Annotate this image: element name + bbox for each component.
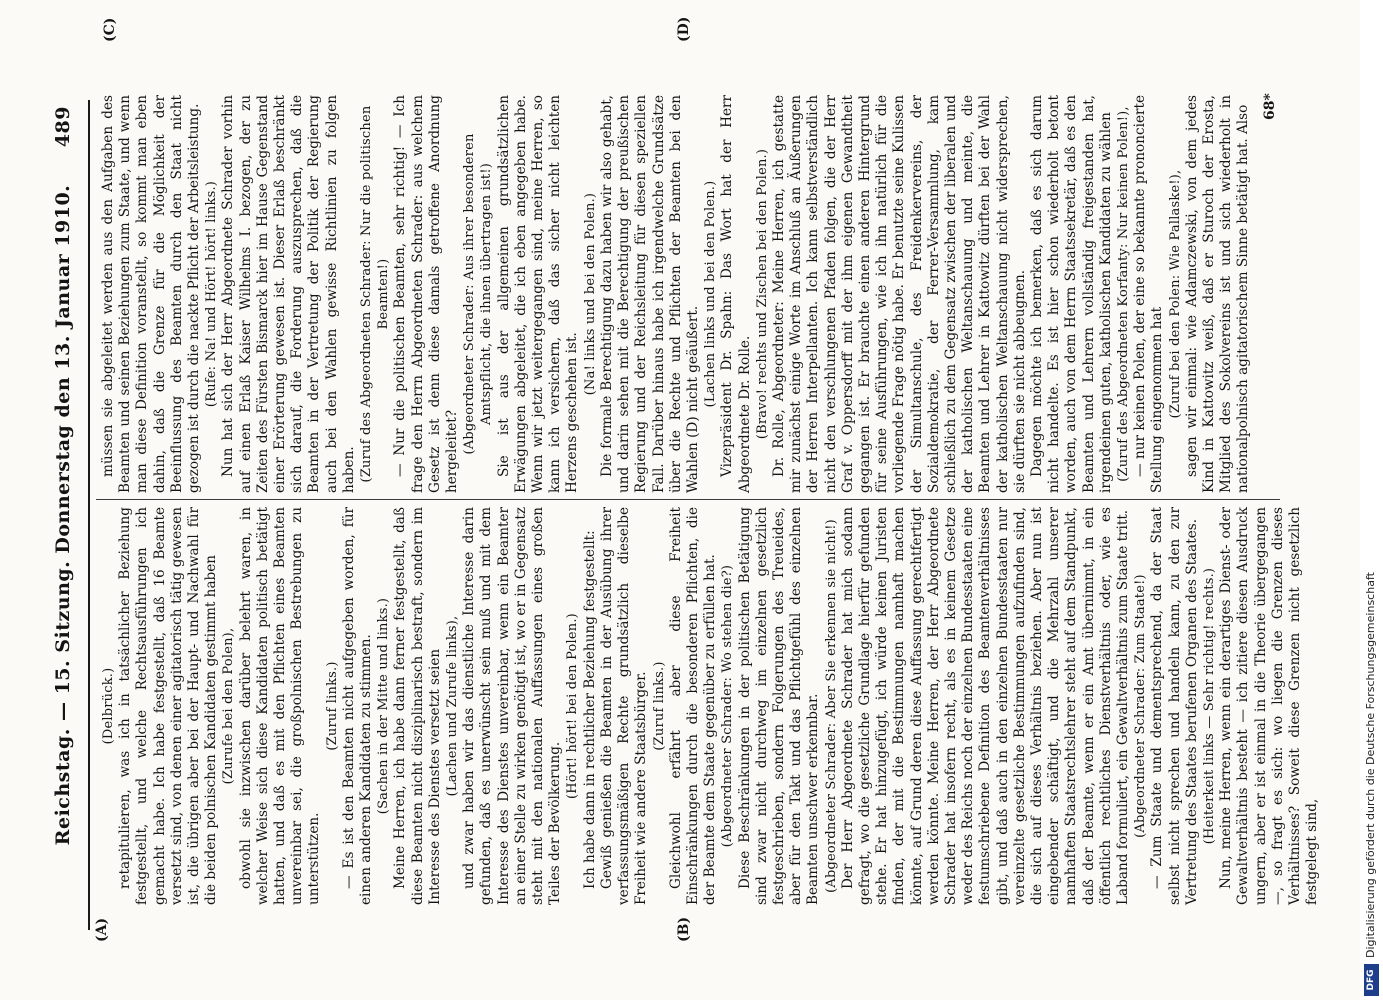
paragraph: Der Herr Abgeordnete Schrader hat mich sodann gefragt, wo die gesetzliche Grundlage hierfür gefunden stehe. Er hat hinzugefügt, ich würde keinen Juristen finden, der mit die Bestimmungen namhaft machen könnte, auf Grund deren diese Auffassung gerechtfertigt werden könnte. Meine Herren, der Herr Abgeordnete Schrader hat insofern recht, als es in keinem Gesetze weder des Reichs noch der einzelnen Bundesstaaten eine festumschriebene Definition des Beamtenverhältnisses gibt, und daß auch in den einzelnen Bundesstaaten nur vereinzelte gesetzliche Bestimmungen aufzufinden sind, die sich auf dieses Verhältnis beziehen. Aber nun ist eingebender schäftigt, und die Mehrzahl unserer namhaften Staatsrechtslehrer steht auf dem Standpunkt, daß der Beamte, wenn er ein Amt übernimmt, in ein öffentlich rechtliches Dienstverhältnis oder, wie es Laband formuliert, ein Gewaltverhältnis zum Staate tritt. — [839, 507, 1131, 905]
margin-marker-c: (C) — [102, 17, 118, 42]
left-column — [100, 507, 1321, 905]
paragraph: — nur keinen Polen, der eine so bekannte prononcierte Stellung eingenommen hat — [1132, 95, 1166, 493]
paragraph: Dagegen möchte ich bemerken, daß es sich darum nicht handelte. Es ist hier schon wiederholt betont worden, auch von dem Herrn Staatssekretär, daß es den Beamten und Lehrern vollständig freigestanden hat, irgendeinen guten, katholischen Kandidaten zu wählen — [1028, 95, 1114, 493]
paragraph: — Nur die politischen Beamten, sehr richtig! — Ich frage den Herrn Abgeordneten Schrader: aus welchem Gesetz ist denn diese damals getroffene Anordnung hergeleitet? — [392, 95, 461, 493]
paragraph: Sie ist aus der allgemeinen grundsätzlichen Erwägungen abgeleitet, die ich eben angegeben habe. Wenn wir jetzt weitergegangen sind, meine Herren, so kann ich versichern, daß das sicher nicht leichten Herzens geschehen ist. — [495, 95, 581, 493]
page-number: 489 — [52, 106, 74, 148]
paragraph: (Abgeordneter Schrader: Aus ihrer besonderen Amtspflicht, die ihnen übertragen ist!) — [462, 133, 495, 455]
paragraph: (Lachen links und bei den Polen.) — [703, 180, 719, 408]
margin-marker-d: (D) — [676, 16, 692, 42]
sheet-signature: 68* — [1262, 93, 1278, 120]
digitization-footer — [1360, 0, 1383, 1000]
paragraph: Gleichwohl erfährt aber diese Freiheit Einschränkungen durch die besonderen Pflichten, die der Beamte dem Staate gegenüber zu erfüllen hat. — [667, 507, 719, 905]
paragraph: (Bravo! rechts und Zischen bei den Polen.) — [754, 148, 770, 440]
paragraph: (Hört! hört! bei den Polen.) — [565, 613, 581, 799]
paragraph: (Rufe: Na! und Hört! hört! links.) — [204, 180, 220, 408]
paragraph: retapitulieren, was ich in tatsächlicher Beziehung festgestellt, und welche Rechtsausführungen ich gemacht habe. Ich habe festgestellt, daß 16 Beamte versetzt sind, von denen einer agitatorisch tätig gewesen ist, die übrigen aber bei der Haupt- und Nachwahl für die beiden polnischen Kandidaten gestimmt haben — [117, 507, 220, 905]
page-header — [38, 100, 90, 930]
paragraph: Die formale Berechtigung dazu haben wir also gehabt, und darin sehen mit die Berechtigung der preußischen Regierung und der Reichsleitung für diesen speziellen Fall. Darüber hinaus habe ich irgendwelche Grundsätze über die Rechte und Pflichten der Beamten bei den Wahlen (D) nicht geäußert. — [598, 95, 701, 493]
paragraph: obwohl sie inzwischen darüber belehrt waren, in welcher Weise sich diese Kandidaten politisch betätigt hatten, und daß es mit den Pflichten eines Beamten unvereinbar sei, die großpolnischen Bestrebungen zu unterstützen. — [237, 507, 323, 905]
paragraph: Ich habe dann in rechtlicher Beziehung festgestellt: — [581, 530, 598, 889]
paragraph: (Lachen und Zurufe links), — [445, 615, 461, 797]
paragraph: Nun hat sich der Herr Abgeordnete Schrader vorhin auf einen Erlaß Kaiser Wilhelms I. bezogen, der zu Zeiten des Fürsten Bismarck hier im Hause Gegenstand einer Erörterung gewesen ist. Dieser Erlaß beschränkt sich darauf, die Forderung auszusprechen, daß die Beamten in der Vertretung der Politik der Regierung auch bei den Wahlen gewisse Richtlinien zu folgen haben. — [220, 95, 357, 493]
paragraph: Gewiß genießen die Beamten in der Ausübung ihrer verfassungsmäßigen Rechte grundsätzlich dieselbe Freiheit wie andere Staatsbürger. — [598, 507, 650, 905]
funding-credit: Digitalisierung gefördert durch die Deutsche Forschungsgemeinschaft — [1364, 572, 1377, 958]
paragraph: Meine Herren, ich habe dann ferner festgestellt, daß diese Beamten nicht disziplinarisch bestraft, sondern im Interesse des Dienstes versetzt seien — [392, 507, 443, 905]
dfg-logo: DFG — [1364, 964, 1379, 996]
paragraph: (Zuruf links.) — [324, 661, 340, 751]
paragraph: — Zum Staate und dementsprechend, da der Staat selbst nicht sprechen und handeln kann, zu den zur Vertretung des Staates berufenen Organen des Staates. — [1149, 507, 1200, 905]
paragraph: (Zuruf des Abgeordneten Schrader: Nur die politischen Beamten!) — [359, 105, 392, 483]
running-title: Reichstag. — 15. Sitzung. Donnerstag den 13. Januar 1910. — [52, 184, 74, 846]
paragraph: — Es ist den Beamten nicht aufgegeben worden, für einen anderen Kandidaten zu stimmen. — [340, 507, 375, 905]
margin-marker-a: (A) — [94, 917, 110, 942]
paragraph: (Zurufe bei den Polen), — [221, 627, 237, 785]
paragraph: (Abgeordneter Schrader: Aber Sie erkennen sie nicht!) — [823, 519, 839, 893]
paragraph: (Delbrück.) — [101, 667, 116, 745]
paragraph: (Abgeordneter Schrader: Wo stehen die?) — [720, 564, 736, 848]
paragraph: Dr. Rolle, Abgeordneter: Meine Herren, ich gestatte mir zunächst einige Worte im Anschluß an Äußerungen der Herren Interpellanten. Ich kann selbstverständlich nicht den verschlungenen Pfaden folgen, die der Herr Graf v. Oppersdorff mit der ihm eigenen Gewandtheit gegangen ist. Er brauchte einen anderen Hintergrund für seine Ausführungen, wie ich ihn natürlich für die vorliegende Frage nötig habe. Er benutzte seine Kulissen der Simultanschule, des Freidenkervereins, der Sozialdemokratie, der Ferrer-Versammlung, kam schließlich zu dem Gegensatz zwischen der liberalen und der katholischen Weltanschauung und meinte, die Beamten und Lehrer in Kattowitz dürften bei der Wahl der katholischen Weltanschauung nicht widersprechen, sie dürften sie nicht abbeugnen. — [770, 95, 1028, 493]
paragraph: Diese Beschränkungen in der politischen Betätigung sind zwar nicht durchweg im einzelnen gesetzlich festgeschrieben, sondern Folgerungen des Treueides, aber für den Takt und das Pflichtgefühl des einzelnen Beamten unschwer erkennbar. — [736, 507, 822, 905]
paragraph: (Abgeordneter Schrader: Zum Staate!) — [1133, 574, 1149, 838]
paragraph: (Zuruf links.) — [651, 661, 667, 751]
paragraph: und zwar haben wir das dienstliche Interesse darin gefunden, daß es unerwünscht sein muß und mit dem Interesse des Dienstes unvereinbar, wenn ein Beamter an einer Stelle zu wirken genötigt ist, wo er in Gegensatz steht mit den nationalen Auffassungen eines großen Teiles der Bevölkerung. — [461, 507, 564, 905]
margin-marker-b: (B) — [676, 916, 692, 942]
paragraph: müssen sie abgeleitet werden aus den Aufgaben des Beamten und seinen Beziehungen zum Staate, und wenn man diese Definition voranstellt, so kommt man eben dahin, daß die Grenze für die Möglichkeit der Beeinflussung des Beamten durch den Staat nicht gezogen ist durch die nackte Pflicht der Arbeitsleistung. — [100, 95, 203, 493]
paragraph: (Zuruf bei den Polen: Wie Pallaske!), — [1167, 169, 1183, 419]
paragraph: sagen wir einmal: wie Adamczewski, von dem jedes Kind in Kattowitz weiß, daß er Sturoch der Erosta, Mitglied des Sokolvereins ist und sich wiederholt in nationalpolnisch agitatorischem Sinne betätigt hat. Also — [1183, 95, 1252, 493]
paragraph: (Zuruf des Abgeordneten Korfanty: Nur keinen Polen!), — [1115, 106, 1131, 482]
paragraph: Vizepräsident Dr. Spahn: Das Wort hat der Herr Abgeordnete Dr. Rolle. — [719, 95, 753, 493]
paragraph: (Na! links und bei den Polen.) — [582, 192, 598, 396]
paragraph: (Heiterkeit links — Sehr richtig! rechts.) — [1202, 567, 1217, 845]
column-divider — [96, 499, 1280, 500]
right-column — [100, 95, 1280, 493]
paragraph: Nun, meine Herren, wenn ein derartiges Dienst- oder Gewaltverhältnis besteht — ich zitiere diesen Ausdruck ungern, aber er ist einmal in die Theorie übergegangen —, so fragt es sich: wo liegen die Grenzen dieses Verhältnisses? Soweit diese Grenzen nicht gesetzlich festgelegt sind, — [1218, 507, 1321, 905]
paragraph: (Sachen in der Mitte und links.) — [376, 597, 392, 815]
